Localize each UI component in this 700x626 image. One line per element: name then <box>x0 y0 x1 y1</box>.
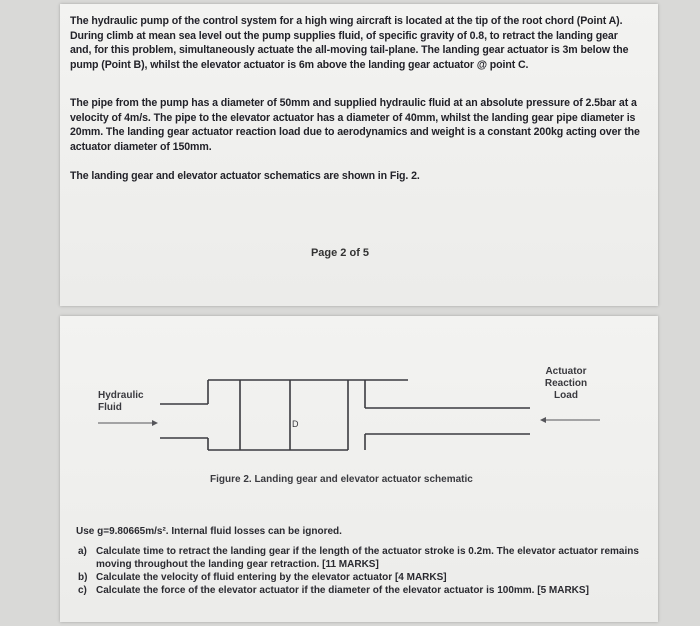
figure-caption: Figure 2. Landing gear and elevator actuator schematic <box>210 474 473 485</box>
question-label: b) <box>78 572 88 583</box>
reaction-load-arrow <box>540 417 600 423</box>
problem-paragraph-2: The pipe from the pump has a diameter of 50mm and supplied hydraulic fluid at an absolute pressure of 2.5bar at a velocity of 4m/s. The pipe to the elevator actuator has a diameter of 40mm, whilst the landing gear pipe diameter is 20mm. The landing gear actuator reaction load due to aerodynamics and weight is a constant 200kg acting over the actuator diameter of 150mm. <box>70 97 640 153</box>
problem-paragraph-3: The landing gear and elevator actuator schematics are shown in Fig. 2. <box>70 170 420 182</box>
question-text: Calculate time to retract the landing gear if the length of the actuator stroke is 0.2m. The elevator actuator remains moving throughout the landing gear retraction. [11 MARKS] <box>96 546 639 570</box>
problem-paragraph-1: The hydraulic pump of the control system for a high wing aircraft is located at the tip of the root chord (Point A). During climb at mean sea level out the pump supplies fluid, of specific gravity of 0.8, to retract the landing gear and, for this problem, simultaneously actuate the all-moving tail-plane. The landing gear actuator is 3m below the pump (Point B), whilst the elevator actuator is 6m above the landing gear actuator @ point C. <box>70 15 629 71</box>
question-intro: Use g=9.80665m/s². Internal fluid losses can be ignored. <box>76 526 342 537</box>
page-number: Page 2 of 5 <box>310 247 370 259</box>
document-page-2 <box>60 316 658 622</box>
hydraulic-fluid-label: Hydraulic Fluid <box>98 390 144 413</box>
question-label: a) <box>78 546 87 557</box>
document-page-1 <box>60 4 658 306</box>
actuator-schematic <box>60 316 658 516</box>
diameter-marker: D <box>292 419 299 429</box>
actuator-reaction-load-label: Actuator Reaction Load <box>544 366 588 401</box>
question-label: c) <box>78 585 87 596</box>
hydraulic-flow-arrow <box>98 420 158 426</box>
question-text: Calculate the velocity of fluid entering by the elevator actuator [4 MARKS] <box>96 572 447 583</box>
question-text: Calculate the force of the elevator actuator if the diameter of the elevator actuator is 100mm. [5 MARKS] <box>96 585 589 596</box>
